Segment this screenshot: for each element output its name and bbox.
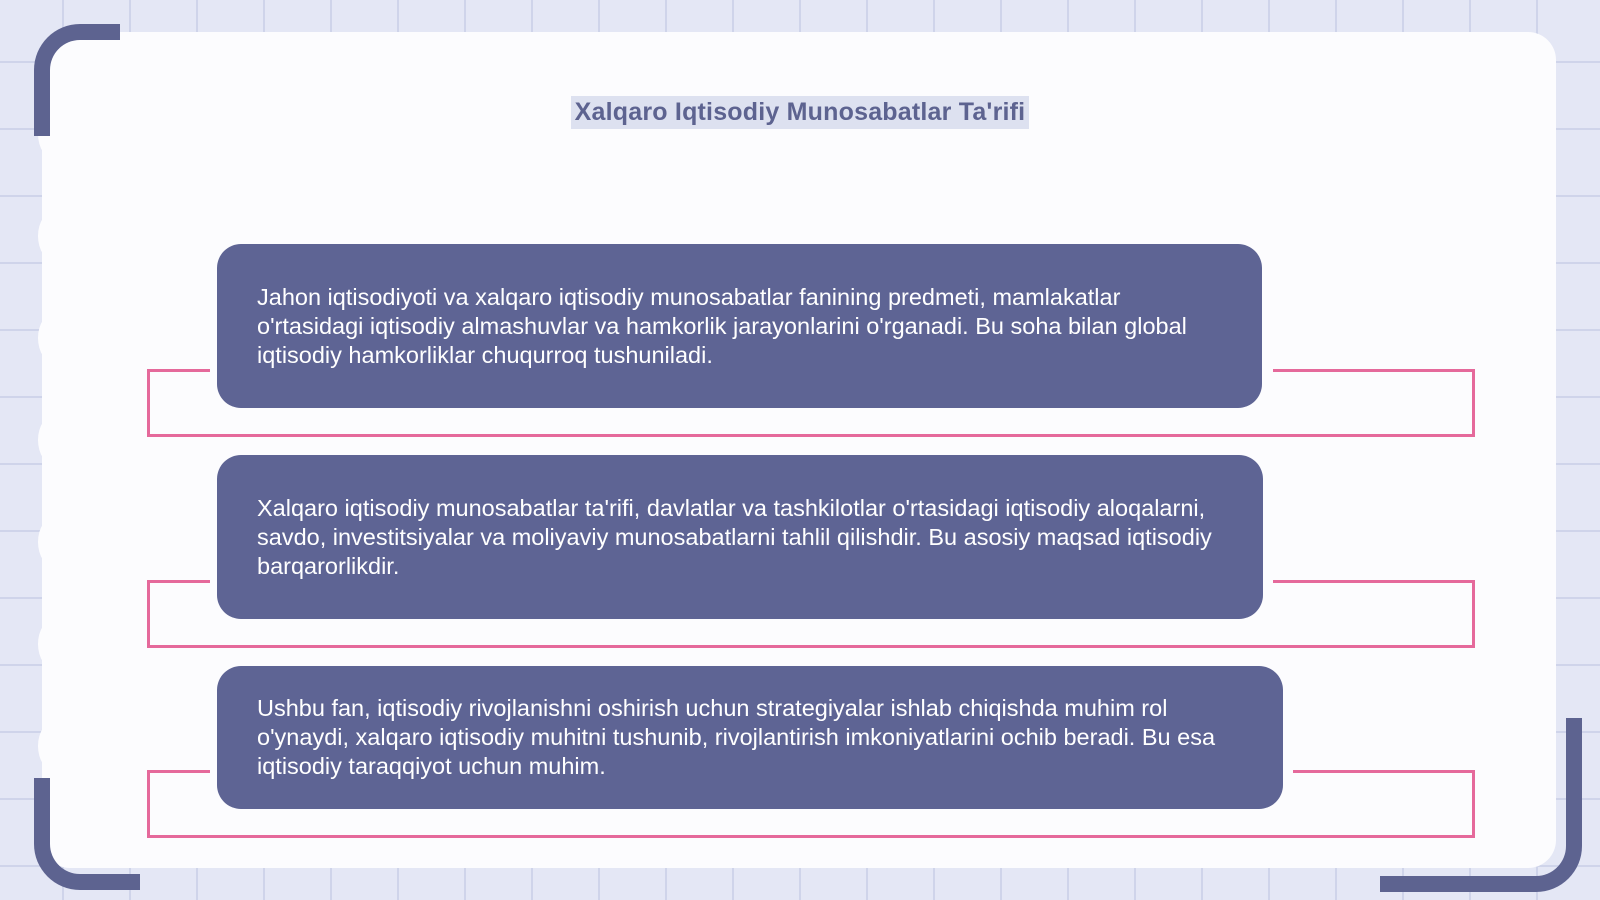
content-card — [217, 666, 1283, 809]
page-scallop — [38, 618, 74, 670]
content-card-text: Xalqaro iqtisodiy munosabatlar ta'rifi, davlatlar va tashkilotlar o'rtasidagi iqtisodiy aloqalarni, savdo, investitsiyalar va moliyaviy munosabatlarni tahlil qilishdir. Bu asosiy maqsad iqtisodiy barqarorlikdir. — [257, 494, 1212, 579]
content-card — [217, 244, 1262, 408]
content-card-text: Jahon iqtisodiyoti va xalqaro iqtisodiy munosabatlar fanining predmeti, mamlakatlar o'rtasidagi iqtisodiy almashuvlar va hamkorlik jarayonlarini o'rganadi. Bu soha bilan global iqtisodiy hamkorliklar chuqurroq tushuniladi. — [257, 283, 1187, 368]
page-scallop — [38, 312, 74, 364]
page-scallop — [38, 516, 74, 568]
page-scallop — [38, 210, 74, 262]
content-card-text: Ushbu fan, iqtisodiy rivojlanishni oshirish uchun strategiyalar ishlab chiqishda muhim rol o'ynaydi, xalqaro iqtisodiy muhitni tushunib, rivojlantirish imkoniyatlarini ochib beradi. Bu esa iqtisodiy taraqqiyot uchun muhim. — [257, 695, 1216, 779]
page-scallop — [38, 720, 74, 772]
content-card — [217, 455, 1263, 619]
corner-frame-bottom-left — [34, 778, 140, 890]
page-scallop — [38, 414, 74, 466]
slide-title-text: Xalqaro Iqtisodiy Munosabatlar Ta'rifi — [571, 96, 1030, 129]
slide-title — [0, 96, 1600, 129]
